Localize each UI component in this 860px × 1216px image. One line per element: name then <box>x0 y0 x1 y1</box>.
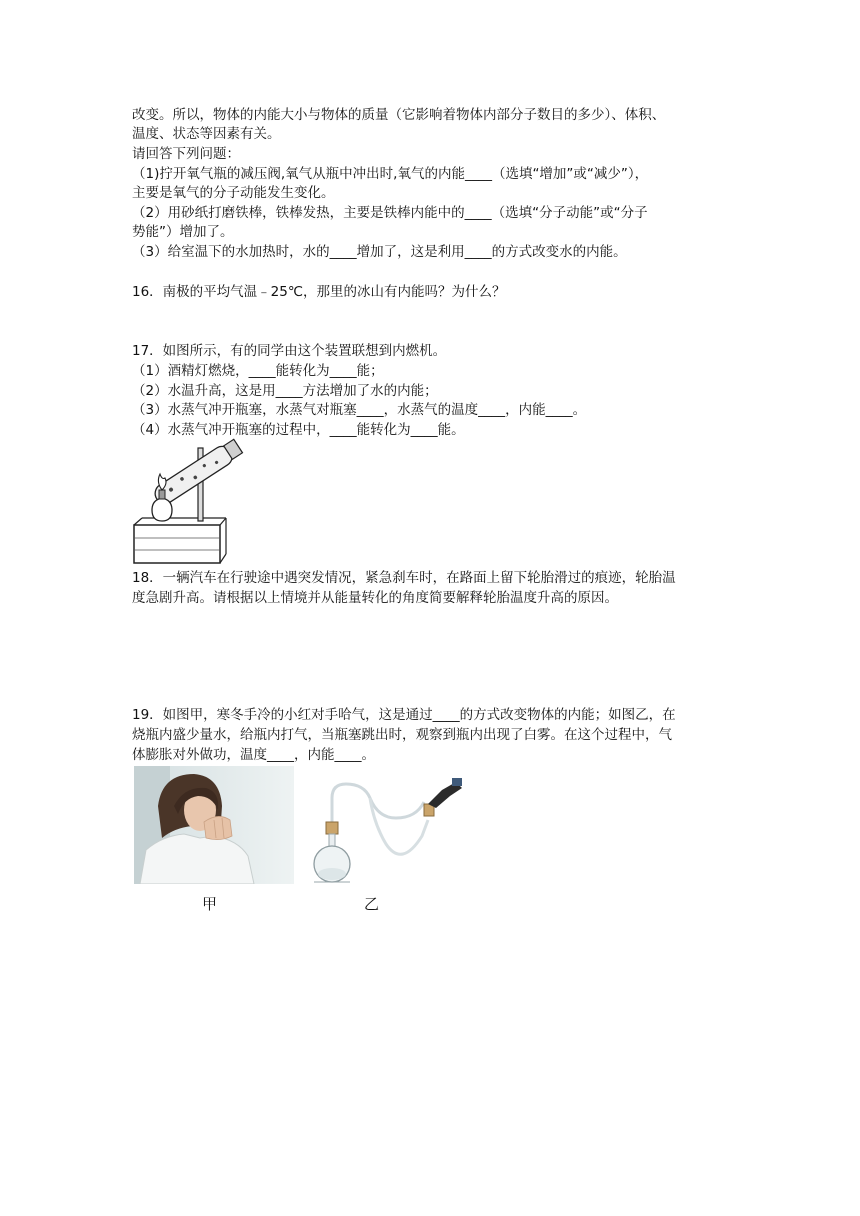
question-19-line-2: 烧瓶内盛少量水，给瓶内打气，当瓶塞跳出时，观察到瓶内出现了白雾。在这个过程中，气 <box>132 727 672 743</box>
question-18-line-1: 18．一辆汽车在行驶途中遇突发情况，紧急刹车时，在路面上留下轮胎滑过的痕迹，轮胎温 <box>132 570 676 586</box>
intro-line-1: 改变。所以，物体的内能大小与物体的质量（它影响着物体内部分子数目的多少）、体积、 <box>132 107 666 123</box>
question-17-part-1: （1）酒精灯燃烧，____能转化为____能； <box>132 363 384 379</box>
figure-jia-caption: 甲 <box>202 895 218 913</box>
question-15-1b: 主要是氧气的分子动能发生变化。 <box>132 185 335 201</box>
intro-line-2: 温度、状态等因素有关。 <box>132 126 281 142</box>
question-19-line-1: 19．如图甲，寒冬手冷的小红对手哈气，这是通过____的方式改变物体的内能；如图乙，在 <box>132 707 676 723</box>
question-17-part-2: （2）水温升高，这是用____方法增加了水的内能； <box>132 383 438 399</box>
question-16: 16．南极的平均气温﹣25℃，那里的冰山有内能吗？为什么？ <box>132 284 506 300</box>
question-17-part-3: （3）水蒸气冲开瓶塞，水蒸气对瓶塞____，水蒸气的温度____，内能____。 <box>132 402 587 418</box>
question-15-2a: （2）用砂纸打磨铁棒，铁棒发热，主要是铁棒内能中的____（选填“分子动能”或“分子 <box>132 205 648 221</box>
question-17-part-4: （4）水蒸气冲开瓶塞的过程中，____能转化为____能。 <box>132 422 465 438</box>
question-19-line-3: 体膨胀对外做功，温度____，内能____。 <box>132 747 375 763</box>
intro-line-3: 请回答下列问题： <box>132 146 240 162</box>
question-15-1a: （1)拧开氧气瓶的减压阀,氧气从瓶中冲出时,氧气的内能____（选填“增加”或“减少”）， <box>132 166 649 182</box>
test-tube-apparatus-figure <box>132 438 252 566</box>
figure-jia-photo <box>134 766 294 884</box>
figure-yi-photo <box>306 774 464 886</box>
question-18-line-2: 度急剧升高。请根据以上情境并从能量转化的角度简要解释轮胎温度升高的原因。 <box>132 590 618 606</box>
question-17-stem: 17．如图所示，有的同学由这个装置联想到内燃机。 <box>132 343 447 359</box>
question-15-3: （3）给室温下的水加热时，水的____增加了，这是利用____的方式改变水的内能。 <box>132 244 627 260</box>
question-15-2b: 势能”）增加了。 <box>132 224 234 240</box>
figure-yi-caption: 乙 <box>364 895 380 913</box>
